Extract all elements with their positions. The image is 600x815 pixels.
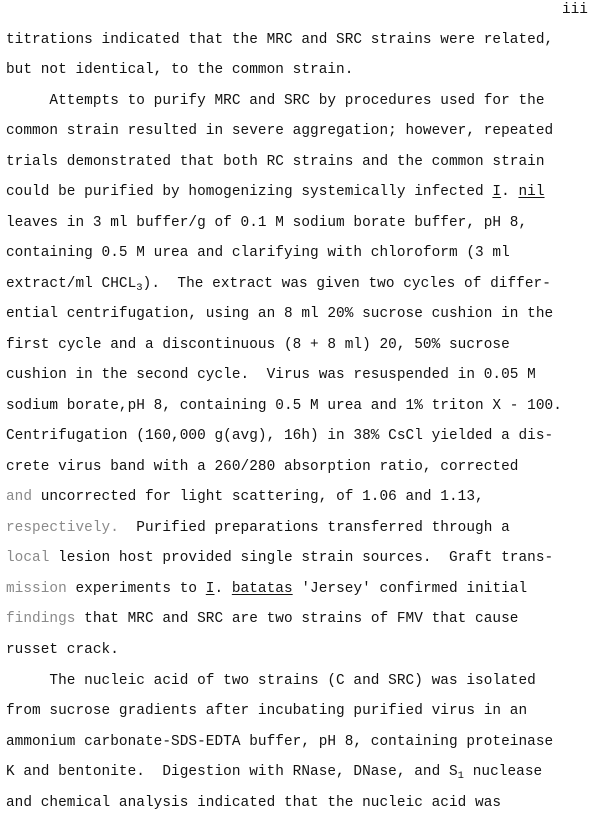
text-run: russet crack. [6,642,119,658]
text-run: first cycle and a discontinuous (8 + 8 ml) 20, 50% sucrose [6,337,510,353]
subscript: 1 [457,770,465,782]
text-line [6,702,527,720]
text-run: nuclease [464,764,543,780]
text-line [6,549,553,567]
text-run: trials demonstrated that both RC strains and the common strain [6,154,545,170]
text-run: uncorrected for light scattering, of 1.06 and 1.13, [32,489,484,505]
genus-abbreviation: I [205,581,215,597]
text-line [6,733,553,751]
text-run: The nucleic acid of two strains (C and SRC) was isolated [6,673,536,689]
text-run: containing 0.5 M urea and clarifying with chloroform (3 ml [6,245,510,261]
text-line [6,580,527,598]
text-line [6,214,527,232]
text-line [6,305,553,323]
text-line [6,336,510,354]
text-line [6,397,562,415]
text-run: Centrifugation (160,000 g(avg), 16h) in 38% CsCl yielded a dis- [6,428,554,444]
text-run: . [214,581,232,597]
text-run: experiments to [66,581,206,597]
text-run: sodium borate,pH 8, containing 0.5 M urea and 1% triton X - 100. [6,398,562,414]
text-run: leaves in 3 ml buffer/g of 0.1 M sodium borate buffer, pH 8, [6,215,528,231]
text-line [6,458,518,476]
text-run: ential centrifugation, using an 8 ml 20% sucrose cushion in the [6,306,554,322]
text-run: Purified preparations transferred through a [118,520,510,536]
page-number: iii [561,2,588,18]
text-run: titrations indicated that the MRC and SRC strains were related, [6,32,554,48]
text-line [6,427,553,445]
text-line [6,672,536,690]
species-name: batatas [231,581,293,597]
text-line [6,275,551,293]
text-line [6,763,542,781]
text-line [6,488,484,506]
species-name: nil [518,184,545,200]
text-run: and chemical analysis indicated that the nucleic acid was [6,795,502,811]
text-line [6,610,518,628]
text-run: extract/ml CHCL [6,276,137,292]
genus-abbreviation: I [492,184,502,200]
text-run: common strain resulted in severe aggregation; however, repeated [6,123,554,139]
text-line [6,183,545,201]
text-line [6,794,501,812]
text-run: ). The extract was given two cycles of differ- [142,276,551,292]
text-run: crete virus band with a 260/280 absorption ratio, corrected [6,459,519,475]
text-line [6,122,553,140]
text-run: K and bentonite. Digestion with RNase, DNase, and S [6,764,458,780]
text-line [6,61,353,79]
text-line [6,641,119,659]
text-line [6,31,553,49]
text-run: that MRC and SRC are two strains of FMV that cause [75,611,519,627]
faded-text-run: findings [6,611,76,627]
faded-text-run: mission [6,581,67,597]
text-line [6,92,545,110]
text-run: from sucrose gradients after incubating purified virus in an [6,703,528,719]
text-line [6,153,545,171]
text-run: lesion host provided single strain sources. Graft trans- [49,550,554,566]
text-run: 'Jersey' confirmed initial [292,581,528,597]
text-line [6,366,536,384]
faded-text-run: and [6,489,33,505]
text-run: cushion in the second cycle. Virus was resuspended in 0.05 M [6,367,536,383]
faded-text-run: local [6,550,50,566]
subscript: 3 [136,282,143,294]
text-run: could be purified by homogenizing systemically infected [6,184,493,200]
faded-text-run: respectively. [6,520,119,536]
text-run: . [501,184,519,200]
text-run: but not identical, to the common strain. [6,62,354,78]
text-run: Attempts to purify MRC and SRC by procedures used for the [6,93,545,109]
text-line [6,244,510,262]
text-run: ammonium carbonate-SDS-EDTA buffer, pH 8, containing proteinase [6,734,554,750]
text-line [6,519,510,537]
